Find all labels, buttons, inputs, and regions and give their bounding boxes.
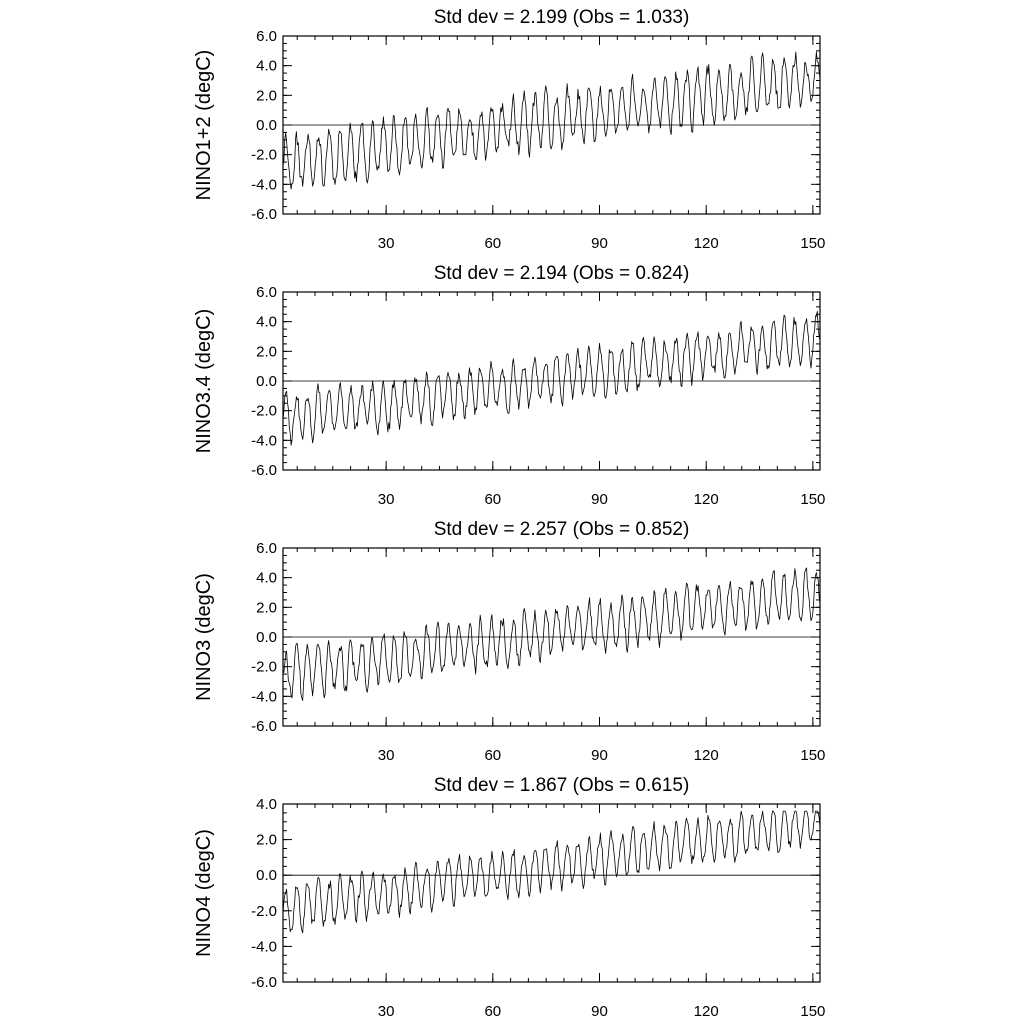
- chart-4-ytick-label: 0.0: [256, 867, 277, 885]
- chart-2-xtick-label: 60: [484, 491, 502, 508]
- chart-1-ytick-label: -6.0: [251, 206, 277, 223]
- chart-2-xtick-label: 90: [591, 491, 608, 508]
- chart-3-ytick-label: 4.0: [256, 569, 277, 587]
- chart-3-series-line: [283, 568, 820, 701]
- chart-4-ytick-label: -2.0: [251, 902, 277, 920]
- chart-2-series-line: [283, 311, 820, 445]
- chart-1-ytick-label: 2.0: [256, 87, 277, 105]
- chart-1-ylabel: NINO1+2 (degC): [193, 49, 215, 201]
- chart-2-ytick-label: 2.0: [256, 343, 277, 361]
- chart-3-ytick-label: 0.0: [256, 629, 277, 646]
- chart-3-xtick-label: 150: [800, 747, 826, 764]
- chart-1-xtick-label: 120: [693, 235, 719, 252]
- chart-3-ytick-label: 2.0: [256, 599, 277, 617]
- chart-1-title: Std dev = 2.199 (Obs = 1.033): [433, 7, 690, 28]
- chart-3-ytick-label: -4.0: [251, 688, 277, 706]
- chart-1-ytick-label: -4.0: [251, 176, 277, 194]
- chart-2-xtick-label: 120: [693, 491, 719, 508]
- chart-1-ytick-label: -2.0: [251, 146, 277, 164]
- chart-3-ylabel: NINO3 (degC): [193, 573, 215, 701]
- chart-2-ytick-label: 0.0: [256, 373, 277, 390]
- chart-4-plot-frame: [283, 804, 820, 982]
- chart-1-xtick-label: 90: [591, 235, 608, 252]
- chart-4-xtick-label: 150: [800, 1003, 826, 1020]
- chart-4-xtick-label: 60: [484, 1003, 502, 1020]
- chart-4-xtick-label: 90: [591, 1003, 608, 1020]
- chart-2-title: Std dev = 2.194 (Obs = 0.824): [433, 263, 690, 284]
- chart-2-xtick-label: 150: [800, 491, 826, 508]
- chart-3-title: Std dev = 2.257 (Obs = 0.852): [433, 519, 690, 540]
- chart-3-ytick-label: 6.0: [256, 540, 277, 557]
- chart-1-series-line: [283, 52, 820, 189]
- chart-4-ytick-label: 2.0: [256, 831, 277, 849]
- chart-4-xtick-label: 120: [693, 1003, 719, 1020]
- chart-4-ylabel: NINO4 (degC): [193, 829, 215, 957]
- chart-4-series-line: [283, 811, 820, 933]
- chart-2-ytick-label: -2.0: [251, 402, 277, 420]
- chart-3-xtick-label: 120: [693, 747, 719, 764]
- chart-4-ytick-label: -6.0: [251, 974, 277, 991]
- chart-3-ytick-label: -6.0: [251, 718, 277, 735]
- chart-1-xtick-label: 150: [800, 235, 826, 252]
- chart-1-xtick-label: 60: [484, 235, 502, 252]
- chart-1-ytick-label: 6.0: [256, 28, 277, 45]
- chart-4-xtick-label: 30: [377, 1003, 395, 1020]
- chart-3-ytick-label: -2.0: [251, 658, 277, 676]
- chart-2-ylabel: NINO3.4 (degC): [193, 308, 215, 454]
- chart-3-xtick-label: 30: [377, 747, 395, 764]
- chart-3-xtick-label: 90: [591, 747, 608, 764]
- chart-1-ytick-label: 0.0: [256, 117, 277, 134]
- chart-4-ytick-label: 4.0: [256, 796, 277, 813]
- chart-4-title: Std dev = 1.867 (Obs = 0.615): [433, 775, 690, 796]
- chart-3-xtick-label: 60: [484, 747, 502, 764]
- chart-4-ytick-label: -4.0: [251, 938, 277, 956]
- chart-2-ytick-label: 6.0: [256, 284, 277, 301]
- chart-2-ytick-label: -6.0: [251, 462, 277, 479]
- chart-1-xtick-label: 30: [377, 235, 395, 252]
- chart-2-ytick-label: 4.0: [256, 313, 277, 331]
- chart-2-xtick-label: 30: [377, 491, 395, 508]
- chart-2-ytick-label: -4.0: [251, 432, 277, 450]
- chart-1-ytick-label: 4.0: [256, 57, 277, 75]
